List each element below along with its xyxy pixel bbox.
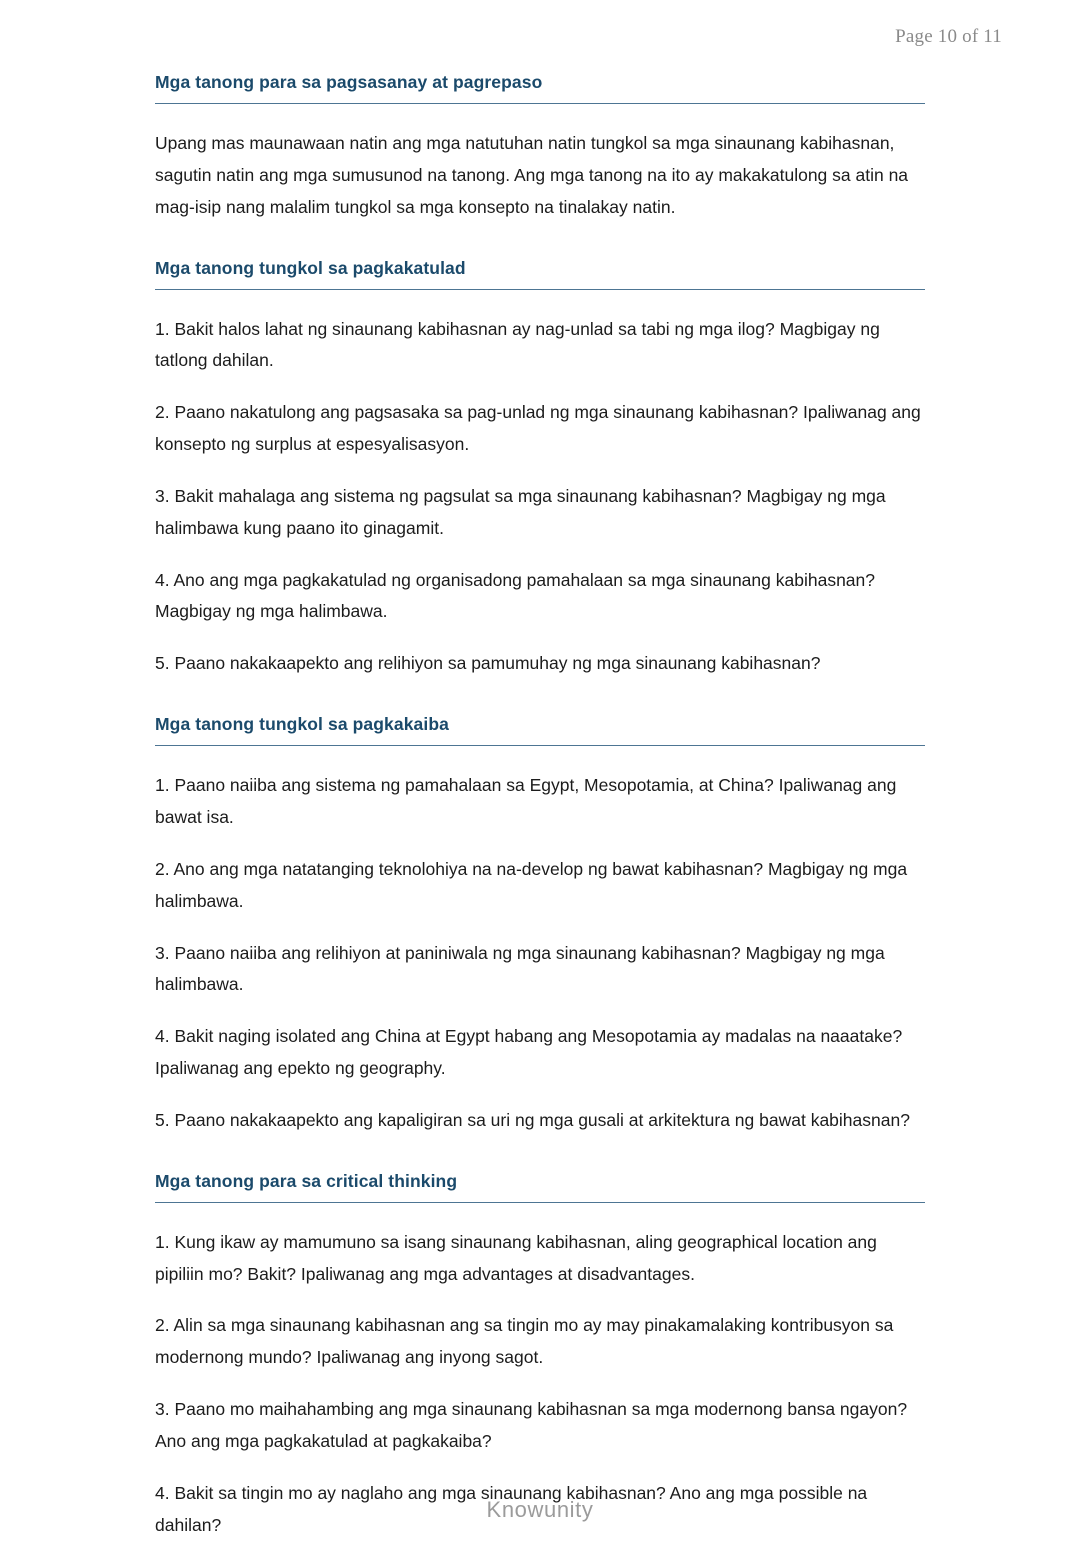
section-critical-thinking-questions (155, 1171, 925, 1541)
section-heading: Mga tanong para sa critical thinking (155, 1170, 458, 1191)
section-heading: Mga tanong para sa pagsasanay at pagrepaso (155, 72, 543, 92)
question-item: 2. Paano nakatulong ang pagsasaka sa pag-unlad ng mga sinaunang kabihasnan? Ipaliwanag ang konsepto ng surplus at espesyalisasyon. (155, 402, 921, 455)
question-item: 5. Paano nakakaapekto ang relihiyon sa pamumuhay ng mga sinaunang kabihasnan? (155, 653, 821, 674)
question-item: 4. Bakit sa tingin mo ay naglaho ang mga sinaunang kabihasnan? Ano ang mga possible na dahilan? (155, 1482, 868, 1535)
question-item: 1. Paano naiiba ang sistema ng pamahalaan sa Egypt, Mesopotamia, at China? Ipaliwanag ang bawat isa. (155, 775, 897, 827)
section-heading: Mga tanong tungkol sa pagkakaiba (155, 714, 449, 735)
question-item: 1. Kung ikaw ay mamumuno sa isang sinaunang kabihasnan, aling geographical location ang pipiliin mo? Bakit? Ipaliwanag ang mga advantages at disadvantages. (155, 1231, 877, 1284)
section-differences-questions (155, 714, 925, 1137)
footer-brand: Knowunity (486, 1497, 594, 1523)
question-item: 2. Alin sa mga sinaunang kabihasnan ang sa tingin mo ay may pinakamalaking kontribusyon sa modernong mundo? Ipaliwanag ang inyong sagot. (155, 1315, 894, 1368)
question-item: 2. Ano ang mga natatanging teknolohiya na na-develop ng bawat kabihasnan? Magbigay ng mga halimbawa. (155, 858, 908, 911)
page-indicator: Page 10 of 11 (895, 26, 1002, 47)
heading-divider (155, 1202, 925, 1203)
section-similarities-questions (155, 258, 925, 681)
question-item: 3. Paano naiiba ang relihiyon at paniniwala ng mga sinaunang kabihasnan? Magbigay ng mga halimbawa. (155, 942, 885, 995)
section-heading: Mga tanong tungkol sa pagkakatulad (155, 257, 466, 278)
question-item: 1. Bakit halos lahat ng sinaunang kabihasnan ay nag-unlad sa tabi ng mga ilog? Magbigay ng tatlong dahilan. (155, 318, 880, 371)
heading-divider (155, 745, 925, 746)
section-practice-questions (155, 72, 925, 224)
question-item: 4. Ano ang mga pagkakatulad ng organisadong pamahalaan sa mga sinaunang kabihasnan? Magbigay ng mga halimbawa. (155, 569, 875, 622)
question-item: 3. Paano mo maihahambing ang mga sinaunang kabihasnan sa mga modernong bansa ngayon? Ano ang mga pagkakatulad at pagkakaiba? (155, 1399, 908, 1451)
heading-divider (155, 289, 925, 290)
question-item: 3. Bakit mahalaga ang sistema ng pagsulat sa mga sinaunang kabihasnan? Magbigay ng mga halimbawa kung paano ito ginagamit. (155, 485, 886, 538)
question-item: 5. Paano nakakaapekto ang kapaligiran sa uri ng mga gusali at arkitektura ng bawat kabihasnan? (155, 1109, 910, 1130)
heading-divider (155, 103, 925, 104)
question-item: 4. Bakit naging isolated ang China at Egypt habang ang Mesopotamia ay madalas na naaatake? Ipaliwanag ang epekto ng geography. (155, 1026, 903, 1079)
paragraph: Upang mas maunawaan natin ang mga natutuhan natin tungkol sa mga sinaunang kabihasnan, sagutin natin ang mga sumusunod na tanong. Ang mga tanong na ito ay makakatulong sa atin na mag-isip nang malalim tungkol sa mga konsepto na tinalakay natin. (155, 133, 909, 217)
